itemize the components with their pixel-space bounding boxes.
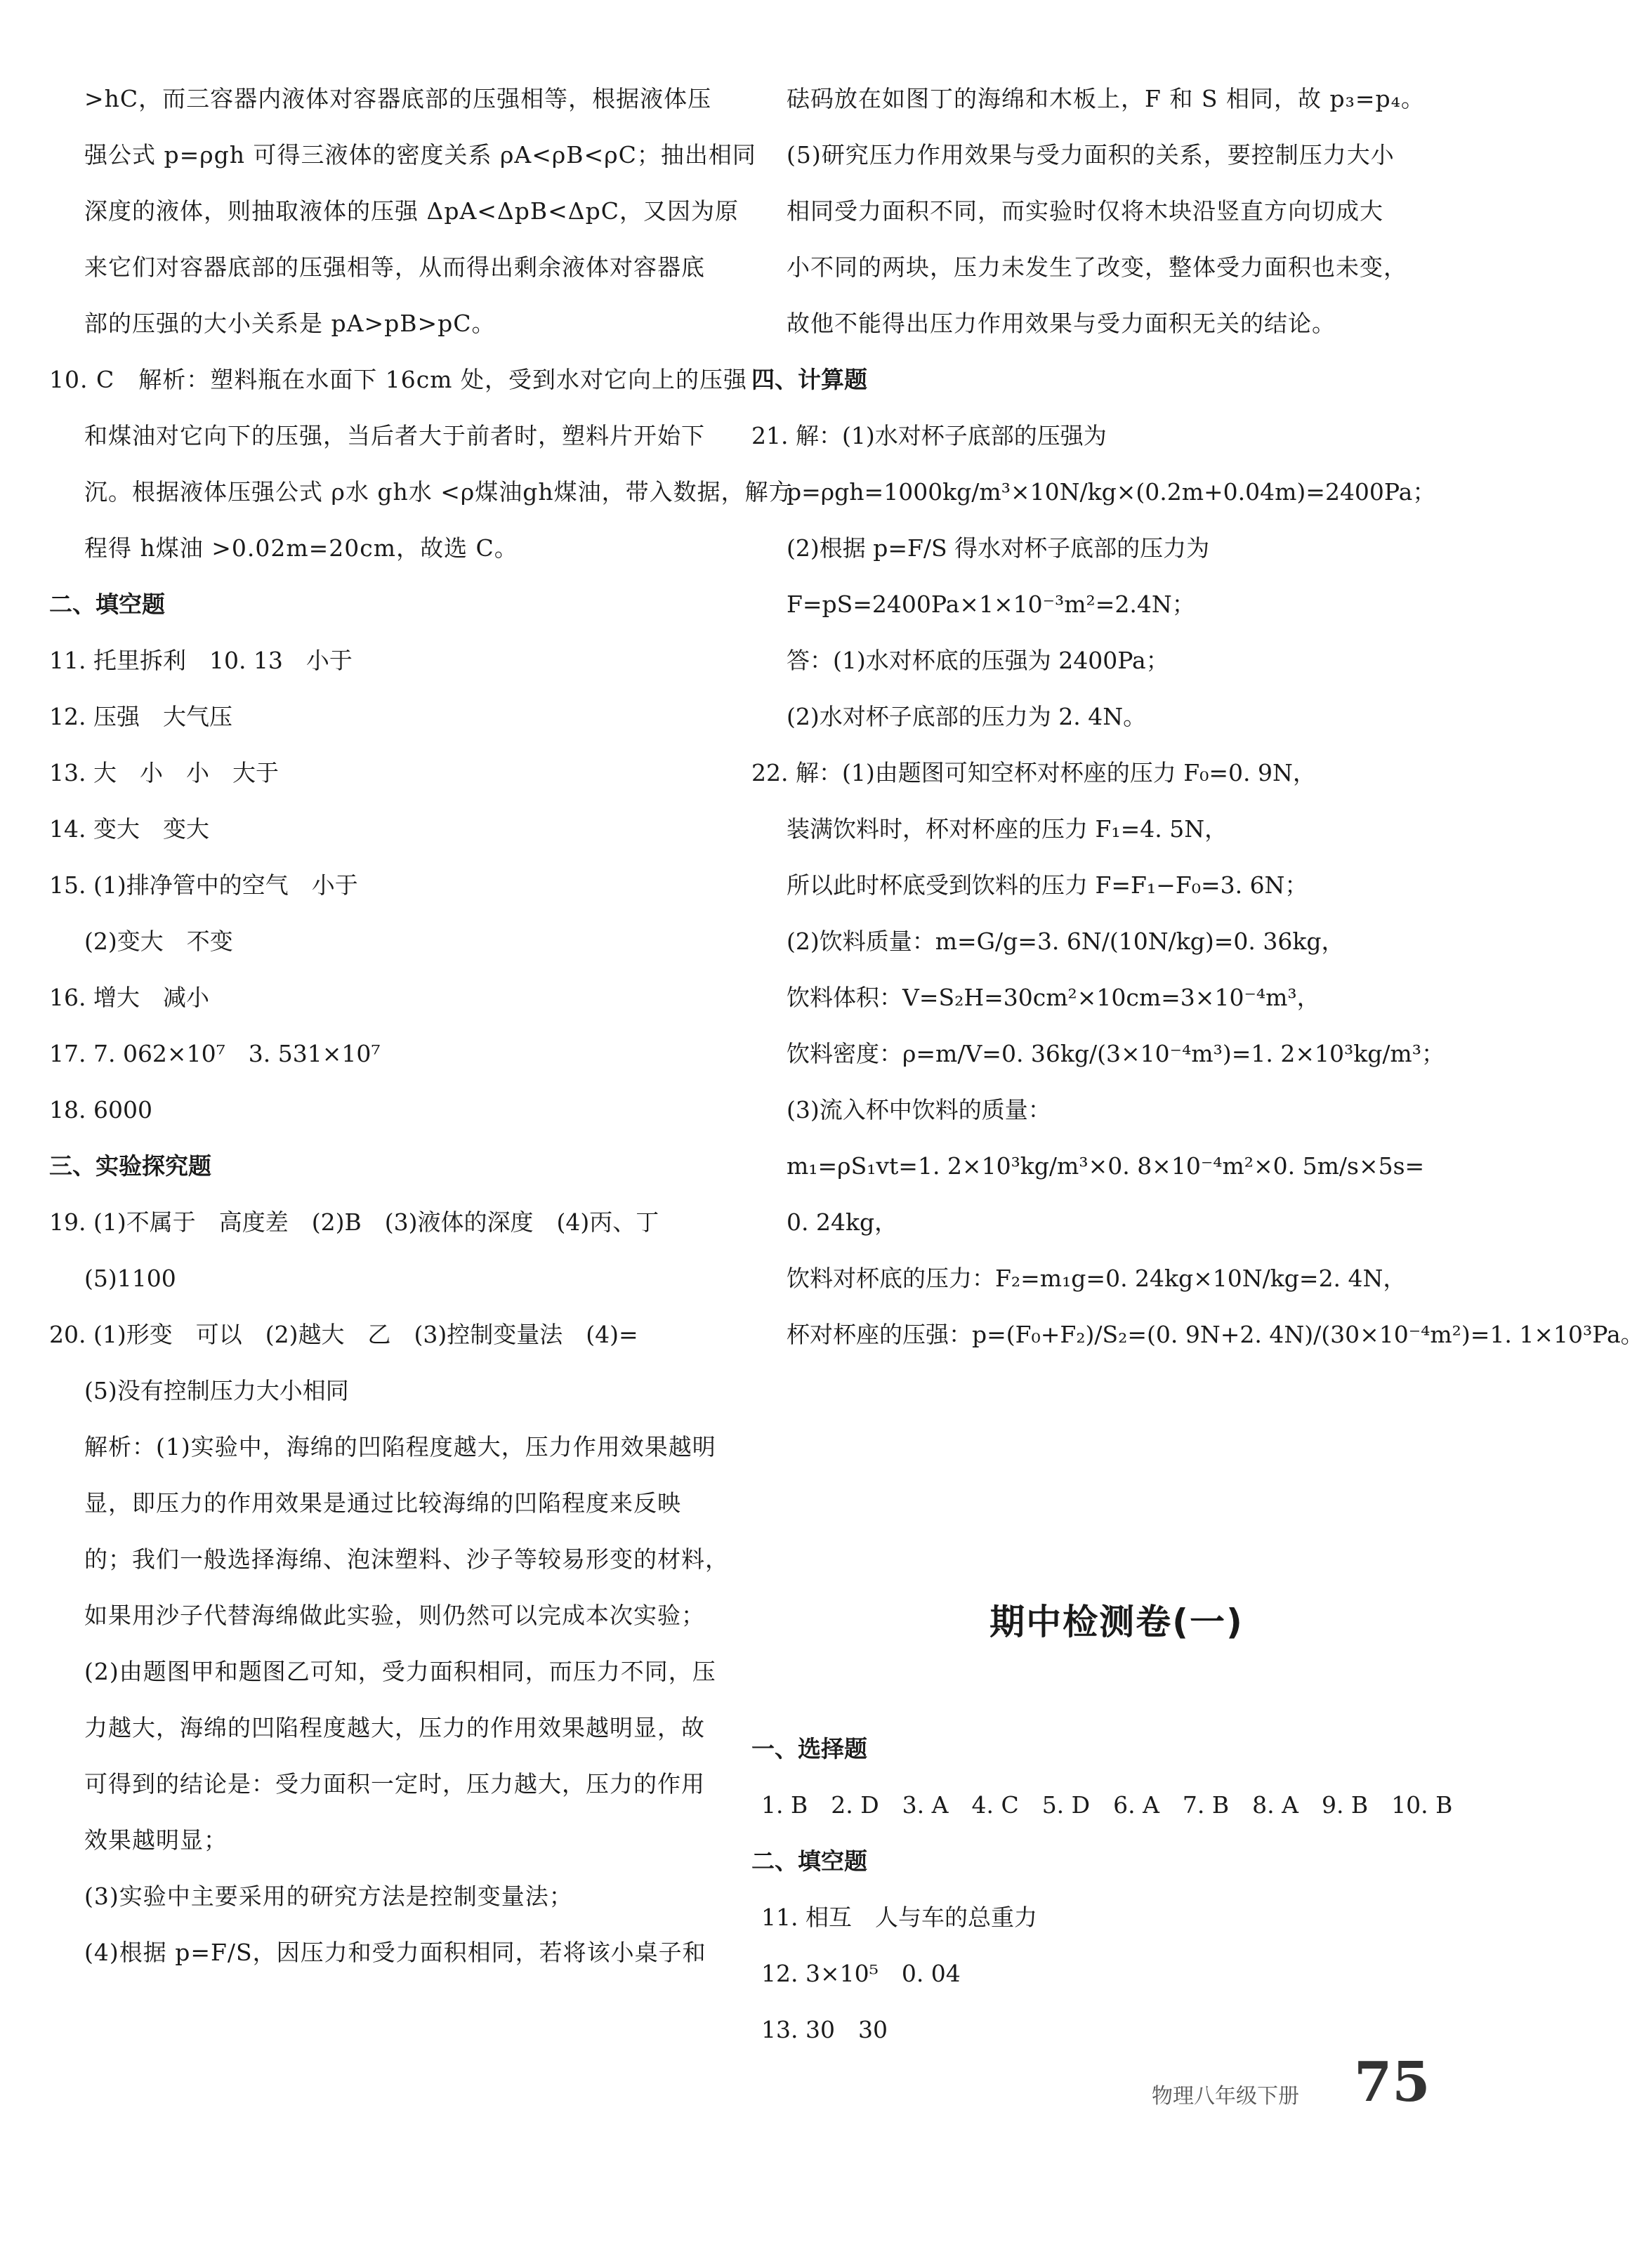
- text-line: 12. 3×10⁵ 0. 04: [761, 1960, 961, 1987]
- text-line: 沉。根据液体压强公式 ρ水 gh水 <ρ煤油gh煤油，带入数据，解方: [84, 478, 793, 506]
- text-line: 如果用沙子代替海绵做此实验，则仍然可以完成本次实验；: [84, 1602, 705, 1629]
- text-line: 16. 增大 减小: [49, 984, 209, 1011]
- text-line: 和煤油对它向下的压强，当后者大于前者时，塑料片开始下: [84, 422, 705, 449]
- text-line: 深度的液体，则抽取液体的压强 ΔpA<ΔpB<ΔpC，又因为原: [84, 197, 739, 225]
- text-line: 显，即压力的作用效果是通过比较海绵的凹陷程度来反映: [84, 1489, 681, 1517]
- text-line: 相同受力面积不同，而实验时仅将木块沿竖直方向切成大: [787, 197, 1383, 225]
- text-line: 答：(1)水对杯底的压强为 2400Pa；: [787, 647, 1169, 674]
- text-line: (2)变大 不变: [84, 928, 233, 955]
- text-line: 来它们对容器底部的压强相等，从而得出剩余液体对容器底: [84, 253, 705, 281]
- text-line: 小不同的两块，压力未发生了改变，整体受力面积也未变，: [787, 253, 1407, 281]
- text-line: (2)水对杯子底部的压力为 2. 4N。: [787, 703, 1147, 730]
- text-line: 饮料密度：ρ=m/V=0. 36kg/(3×10⁻⁴m³)=1. 2×10³kg/m³；: [787, 1040, 1445, 1067]
- page-number: 75: [1354, 2050, 1431, 2114]
- text-line: 饮料体积：V=S₂H=30cm²×10cm=3×10⁻⁴m³，: [787, 984, 1320, 1011]
- text-line: 22. 解：(1)由题图可知空杯对杯座的压力 F₀=0. 9N，: [751, 759, 1316, 786]
- text-line: 故他不能得出压力作用效果与受力面积无关的结论。: [787, 310, 1336, 337]
- text-line: F=pS=2400Pa×1×10⁻³m²=2.4N；: [787, 591, 1195, 618]
- text-line: 18. 6000: [49, 1096, 152, 1123]
- text-line: (2)饮料质量：m=G/g=3. 6N/(10N/kg)=0. 36kg，: [787, 928, 1345, 955]
- text-line: 11. 托里拆利 10. 13 小于: [49, 647, 353, 674]
- text-line: 19. (1)不属于 高度差 (2)B (3)液体的深度 (4)丙、丁: [49, 1208, 659, 1236]
- text-line: 15. (1)排净管中的空气 小于: [49, 871, 358, 899]
- text-line: 13. 30 30: [761, 2016, 888, 2043]
- left-column: [49, 84, 793, 1994]
- text-line: 21. 解：(1)水对杯子底部的压强为: [751, 422, 1107, 449]
- text-line: 砝码放在如图丁的海绵和木板上，F 和 S 相同，故 p₃=p₄。: [787, 85, 1425, 112]
- text-line: 20. (1)形变 可以 (2)越大 乙 (3)控制变量法 (4)=: [49, 1321, 638, 1348]
- text-line: m₁=ρS₁vt=1. 2×10³kg/m³×0. 8×10⁻⁴m²×0. 5m/s×5s=: [787, 1152, 1425, 1180]
- text-line: (5)研究压力作用效果与受力面积的关系，要控制压力大小: [787, 141, 1395, 169]
- text-line: (2)根据 p=F/S 得水对杯子底部的压力为: [787, 534, 1210, 562]
- text-line: >hC，而三容器内液体对容器底部的压强相等，根据液体压: [84, 85, 712, 112]
- section-title: 期中检测卷(一): [989, 1602, 1244, 1642]
- text-line: (5)没有控制压力大小相同: [84, 1377, 349, 1404]
- text-line: 力越大，海绵的凹陷程度越大，压力的作用效果越明显，故: [84, 1714, 705, 1741]
- text-line: 杯对杯座的压强：p=(F₀+F₂)/S₂=(0. 9N+2. 4N)/(30×10⁻⁴m²)=1. 1×10³Pa。: [787, 1321, 1644, 1348]
- text-line: (2)由题图甲和题图乙可知，受力面积相同，而压力不同，压: [84, 1658, 716, 1685]
- text-line: p=ρgh=1000kg/m³×10N/kg×(0.2m+0.04m)=2400Pa；: [787, 478, 1436, 506]
- text-line: 10. C 解析：塑料瓶在水面下 16cm 处，受到水对它向上的压强: [49, 366, 747, 393]
- text-line: (3)实验中主要采用的研究方法是控制变量法；: [84, 1883, 573, 1910]
- section-heading: 二、填空题: [49, 591, 165, 618]
- section-heading: 一、选择题: [751, 1735, 867, 1762]
- text-line: 14. 变大 变大: [49, 815, 209, 843]
- text-line: (3)流入杯中饮料的质量：: [787, 1096, 1051, 1123]
- text-line: (5)1100: [84, 1265, 176, 1292]
- text-line: 所以此时杯底受到饮料的压力 F=F₁−F₀=3. 6N；: [787, 871, 1308, 899]
- text-line: 装满饮料时，杯对杯座的压力 F₁=4. 5N，: [787, 815, 1228, 843]
- text-line: 饮料对杯底的压力：F₂=m₁g=0. 24kg×10N/kg=2. 4N，: [787, 1265, 1407, 1292]
- section-heading: 二、填空题: [751, 1847, 867, 1875]
- text-line: 17. 7. 062×10⁷ 3. 531×10⁷: [49, 1040, 381, 1067]
- text-line: 12. 压强 大气压: [49, 703, 232, 730]
- text-line: 11. 相互 人与车的总重力: [761, 1904, 1037, 1931]
- text-line: 程得 h煤油 >0.02m=20cm，故选 C。: [84, 534, 518, 562]
- text-line: 解析：(1)实验中，海绵的凹陷程度越大，压力作用效果越明: [84, 1433, 716, 1461]
- right-column: [751, 84, 1644, 1376]
- midterm-answers: [751, 1734, 1482, 2071]
- text-line: (4)根据 p=F/S，因压力和受力面积相同，若将该小桌子和: [84, 1939, 706, 1966]
- text-line: 的；我们一般选择海绵、泡沫塑料、沙子等较易形变的材料，: [84, 1545, 729, 1573]
- text-line: 强公式 p=ρgh 可得三液体的密度关系 ρA<ρB<ρC；抽出相同: [84, 141, 756, 169]
- text-line: 效果越明显；: [84, 1826, 228, 1854]
- text-line: 0. 24kg，: [787, 1208, 898, 1236]
- text-line: 可得到的结论是：受力面积一定时，压力越大，压力的作用: [84, 1770, 705, 1798]
- text-line: 13. 大 小 小 大于: [49, 759, 279, 786]
- section-heading: 四、计算题: [751, 366, 867, 393]
- text-line: 部的压强的大小关系是 pA>pB>pC。: [84, 310, 496, 337]
- section-heading: 三、实验探究题: [49, 1152, 211, 1180]
- book-label: 物理八年级下册: [1152, 2084, 1299, 2109]
- text-line: 1. B 2. D 3. A 4. C 5. D 6. A 7. B 8. A 9. B 10. B: [761, 1791, 1453, 1819]
